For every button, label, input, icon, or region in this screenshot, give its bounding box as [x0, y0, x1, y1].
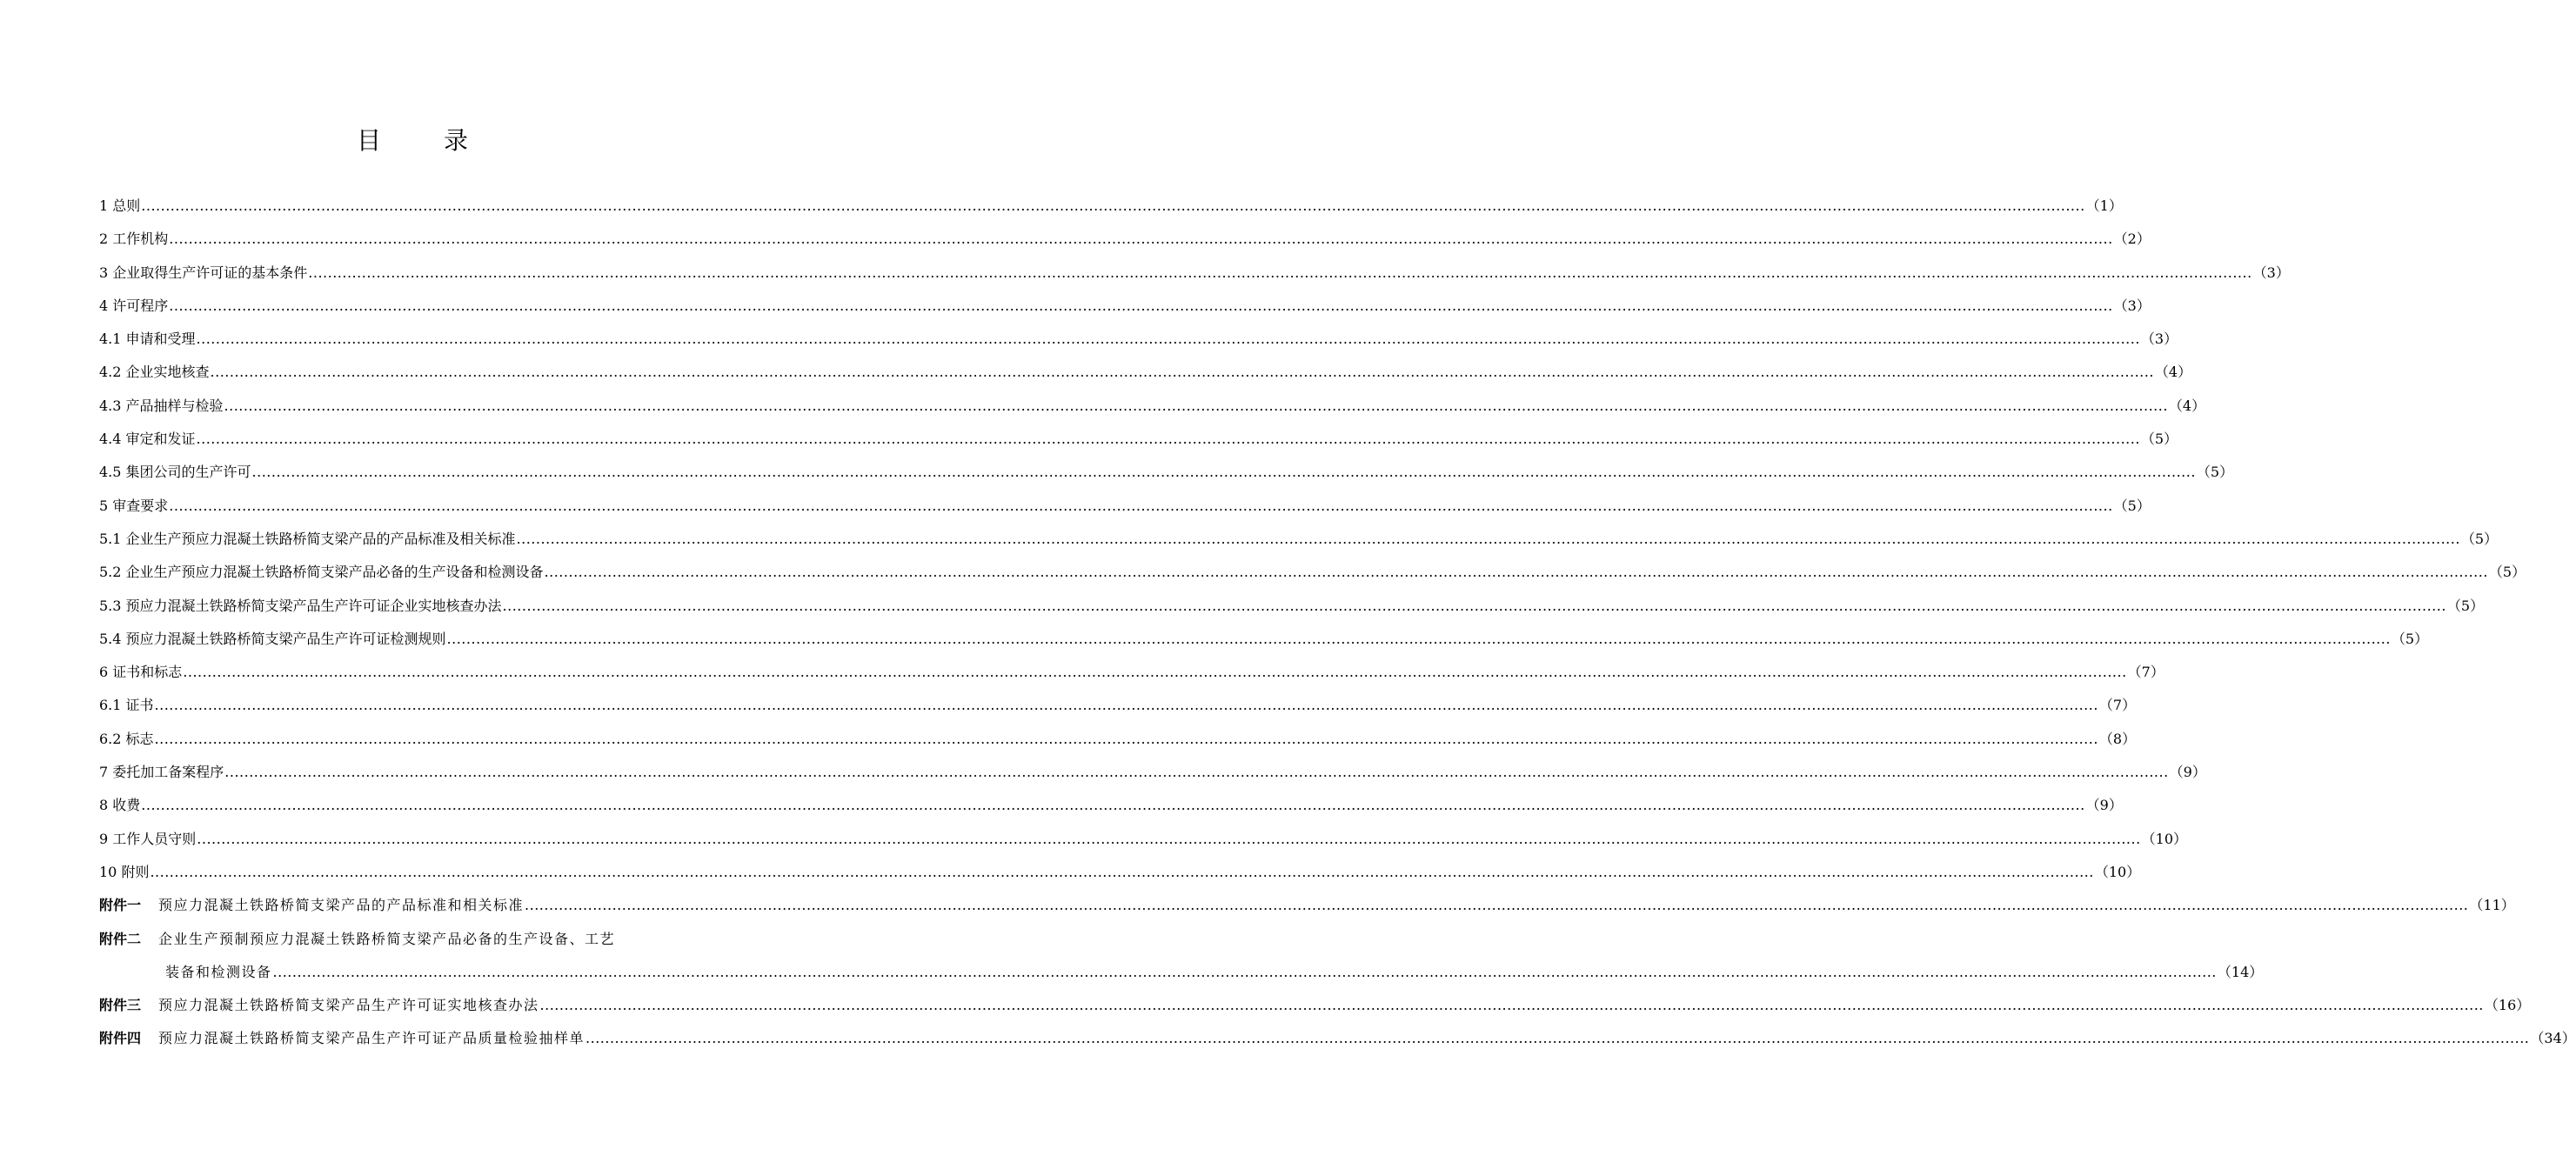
toc-entry-text: 6.1 证书 — [99, 697, 154, 714]
leader-dots: ................................................................................................................................................................................................................................................................................................................................................................................................................ — [585, 1030, 2530, 1047]
attachment-label: 附件一 — [99, 897, 142, 914]
toc-entry-page: （5） — [2446, 597, 2485, 614]
attachment-page: （16） — [2484, 997, 2531, 1014]
toc-entry-page: （10） — [2141, 830, 2188, 847]
toc-entry-6[interactable] — [99, 659, 2165, 692]
toc-entry-5-3[interactable] — [99, 593, 2485, 626]
toc-entry-page: （1） — [2085, 197, 2123, 214]
toc-entry-page: （8） — [2098, 730, 2137, 747]
leader-dots: ................................................................................................................................................................................................................................................................................................................................................................................................................ — [539, 997, 2484, 1014]
toc-entry-text: 8 收费 — [99, 797, 141, 814]
toc-entry-4-2[interactable] — [99, 359, 2192, 392]
toc-entry-text: 4.2 企业实地核查 — [99, 364, 210, 381]
attachment-text-cont: 装备和检测设备 — [165, 963, 272, 980]
toc-entry-5[interactable] — [99, 493, 2151, 526]
toc-entry-8[interactable] — [99, 792, 2123, 825]
toc-entry-text: 7 委托加工备案程序 — [99, 764, 224, 781]
toc-entry-page: （5） — [2488, 564, 2526, 581]
toc-entry-5-1[interactable] — [99, 526, 2499, 559]
toc-entry-text: 4.5 集团公司的生产许可 — [99, 464, 251, 481]
leader-dots: ................................................................................................................................................................................................................................................................................................................................................................................................................ — [141, 797, 2085, 814]
toc-entry-page: （5） — [2391, 630, 2429, 647]
page-title — [0, 122, 826, 157]
toc-entry-text: 9 工作人员守则 — [99, 830, 197, 847]
toc-entry-9[interactable] — [99, 826, 2188, 859]
toc-entry-4[interactable] — [99, 293, 2151, 326]
toc-entry-6-2[interactable] — [99, 726, 2137, 759]
toc-entry-text: 5.3 预应力混凝土铁路桥简支梁产品生产许可证企业实地核查办法 — [99, 597, 502, 614]
toc-entry-page: （3） — [2113, 297, 2151, 314]
toc-attachment-2-cont[interactable] — [99, 959, 2264, 992]
toc-entry-text: 10 附则 — [99, 863, 150, 880]
toc-attachment-2[interactable] — [99, 926, 724, 959]
toc-entry-10[interactable] — [99, 859, 2141, 892]
toc-entry-page: （5） — [2140, 431, 2178, 448]
toc-entry-4-4[interactable] — [99, 426, 2178, 459]
leader-dots: ................................................................................................................................................................................................................................................................................................................................................................................................................ — [197, 830, 2141, 847]
toc-entry-text: 2 工作机构 — [99, 230, 169, 248]
attachment-text: 预应力混凝土铁路桥简支梁产品的产品标准和相关标准 — [158, 897, 525, 914]
toc-entry-text: 4.1 申请和受理 — [99, 331, 196, 348]
toc-entry-4-5[interactable] — [99, 459, 2234, 492]
toc-entry-page: （9） — [2169, 764, 2206, 781]
leader-dots: ................................................................................................................................................................................................................................................................................................................................................................................................................ — [169, 230, 2113, 248]
toc-entry-text: 6 证书和标志 — [99, 664, 183, 681]
toc-entry-page: （3） — [2140, 331, 2178, 348]
toc-entry-text: 3 企业取得生产许可证的基本条件 — [99, 264, 308, 281]
attachment-text: 预应力混凝土铁路桥简支梁产品生产许可证实地核查办法 — [158, 997, 539, 1014]
leader-dots: ................................................................................................................................................................................................................................................................................................................................................................................................................ — [308, 264, 2252, 281]
attachment-text: 预应力混凝土铁路桥简支梁产品生产许可证产品质量检验抽样单 — [158, 1030, 585, 1047]
leader-dots: ................................................................................................................................................................................................................................................................................................................................................................................................................ — [224, 764, 2169, 781]
toc-entry-text: 1 总则 — [99, 197, 141, 214]
attachment-label: 附件三 — [99, 997, 142, 1014]
toc-entry-page: （7） — [2098, 697, 2137, 714]
toc-entry-4-3[interactable] — [99, 393, 2206, 426]
leader-dots: ................................................................................................................................................................................................................................................................................................................................................................................................................ — [272, 963, 2217, 980]
leader-dots: ................................................................................................................................................................................................................................................................................................................................................................................................................ — [196, 331, 2140, 348]
attachment-page: （14） — [2217, 963, 2264, 980]
leader-dots: ................................................................................................................................................................................................................................................................................................................................................................................................................ — [169, 297, 2113, 314]
attachment-text: 企业生产预制预应力混凝土铁路桥简支梁产品必备的生产设备、工艺 — [158, 930, 616, 947]
leader-dots: ................................................................................................................................................................................................................................................................................................................................................................................................................ — [544, 564, 2488, 581]
attachment-page: （11） — [2469, 897, 2515, 914]
title-char-2: 录 — [444, 126, 471, 155]
toc-entry-page: （5） — [2113, 497, 2151, 514]
attachment-page: （34） — [2530, 1030, 2576, 1047]
toc-entry-5-4[interactable] — [99, 626, 2429, 659]
leader-dots: ................................................................................................................................................................................................................................................................................................................................................................................................................ — [154, 697, 2098, 714]
leader-dots: ................................................................................................................................................................................................................................................................................................................................................................................................................ — [502, 597, 2446, 614]
toc-entry-page: （5） — [2460, 530, 2499, 547]
leader-dots: ................................................................................................................................................................................................................................................................................................................................................................................................................ — [446, 630, 2391, 647]
leader-dots: ................................................................................................................................................................................................................................................................................................................................................................................................................ — [141, 197, 2085, 214]
toc-entry-page: （2） — [2113, 230, 2151, 248]
leader-dots: ................................................................................................................................................................................................................................................................................................................................................................................................................ — [183, 664, 2127, 681]
toc-entry-page: （3） — [2252, 264, 2290, 281]
toc-entry-page: （9） — [2085, 797, 2123, 814]
toc-entry-text: 4.4 审定和发证 — [99, 431, 196, 448]
toc-entry-text: 6.2 标志 — [99, 730, 154, 747]
toc-entry-page: （4） — [2154, 364, 2192, 381]
leader-dots: ................................................................................................................................................................................................................................................................................................................................................................................................................ — [251, 464, 2196, 481]
leader-dots: ................................................................................................................................................................................................................................................................................................................................................................................................................ — [154, 730, 2098, 747]
toc-entry-text: 5.1 企业生产预应力混凝土铁路桥简支梁产品的产品标准及相关标准 — [99, 530, 516, 547]
toc-entry-text: 5.2 企业生产预应力混凝土铁路桥简支梁产品必备的生产设备和检测设备 — [99, 564, 544, 581]
toc-attachment-1[interactable] — [99, 892, 2515, 925]
toc-entry-1[interactable] — [99, 193, 2123, 226]
leader-dots: ................................................................................................................................................................................................................................................................................................................................................................................................................ — [516, 530, 2460, 547]
toc-entry-3[interactable] — [99, 260, 2290, 293]
table-of-contents — [99, 193, 2576, 1059]
leader-dots: ................................................................................................................................................................................................................................................................................................................................................................................................................ — [169, 497, 2113, 514]
leader-dots: ................................................................................................................................................................................................................................................................................................................................................................................................................ — [196, 431, 2140, 448]
leader-dots: ................................................................................................................................................................................................................................................................................................................................................................................................................ — [150, 863, 2094, 880]
toc-entry-6-1[interactable] — [99, 692, 2137, 725]
leader-dots: ................................................................................................................................................................................................................................................................................................................................................................................................................ — [210, 364, 2154, 381]
title-char-1: 目 — [356, 126, 383, 155]
toc-entry-text: 4.3 产品抽样与检验 — [99, 397, 224, 414]
toc-entry-page: （5） — [2196, 464, 2234, 481]
leader-dots: ................................................................................................................................................................................................................................................................................................................................................................................................................ — [525, 897, 2469, 914]
toc-entry-2[interactable] — [99, 226, 2151, 259]
toc-entry-page: （4） — [2168, 397, 2206, 414]
attachment-label: 附件四 — [99, 1030, 142, 1047]
toc-entry-text: 5 审查要求 — [99, 497, 169, 514]
toc-entry-7[interactable] — [99, 759, 2206, 792]
attachment-label: 附件二 — [99, 930, 142, 947]
toc-entry-page: （7） — [2127, 664, 2165, 681]
toc-attachment-3[interactable] — [99, 992, 2531, 1025]
leader-dots: ................................................................................................................................................................................................................................................................................................................................................................................................................ — [224, 397, 2168, 414]
toc-entry-4-1[interactable] — [99, 326, 2178, 359]
toc-entry-page: （10） — [2094, 863, 2141, 880]
toc-attachment-4[interactable] — [99, 1025, 2576, 1059]
toc-entry-5-2[interactable] — [99, 559, 2526, 592]
toc-entry-text: 5.4 预应力混凝土铁路桥简支梁产品生产许可证检测规则 — [99, 630, 446, 647]
toc-entry-text: 4 许可程序 — [99, 297, 169, 314]
